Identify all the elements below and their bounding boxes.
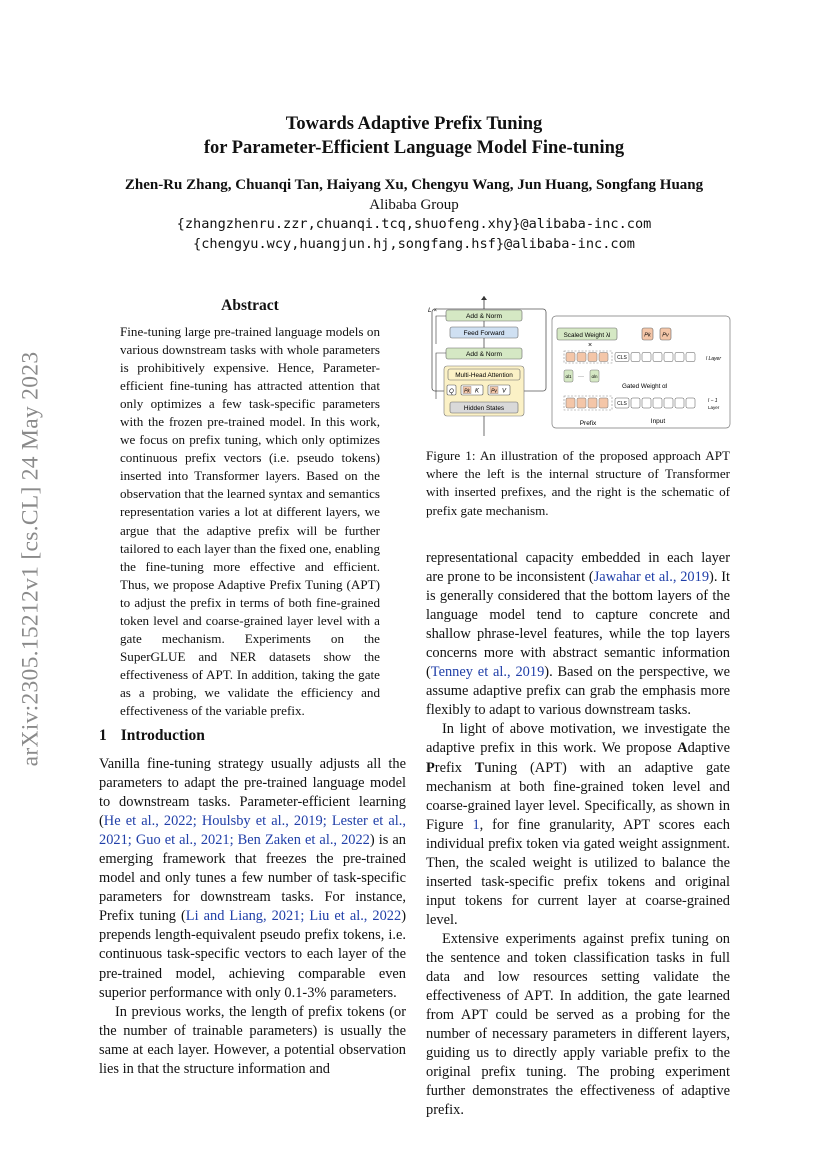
alpha-n-label: αln [591,374,598,379]
citation-link[interactable]: Jawahar et al., 2019 [593,569,710,586]
arxiv-stamp [6,268,56,850]
input-token [631,353,640,362]
text-run: ). It is generally considered that the bottom layers of the language model tend to capture concrete and shallow phrase-level features, while the top layers concerns more with abstract semantic information ( [426,569,731,681]
figure-1-caption: Figure 1: An illustration of the proposed approach APT where the left is the internal structure of Transformer with inserted prefixes, and the right is the schematic of prefix gate mechanism. [426,448,730,518]
input-token [686,353,695,362]
section-title: Introduction [120,727,205,744]
alpha-dots: ··· [578,374,584,380]
text-run: representational capacity embedded in each layer are prone to be inconsistent ( [426,550,730,586]
layer-word-label: Layer [708,405,720,410]
input-token [675,353,684,362]
text-run: ). Based on the perspective, we assume adaptive prefix can grab the emphasis more flexibly to adapt to various downstream tasks. [426,664,731,719]
prefix-axis-label: Prefix [579,420,597,427]
prefix-token [599,353,608,362]
intro-paragraph-5: Extensive experiments against prefix tuning on the sentence and token classification tasks in full data and low resources setting validate the effectiveness of APT. In addition, the gate learned from APT could be served as a probing for the number of necessary parameters in different layers, guiding us to directly apply variable prefix to the original prefix tuning. The probing experiment further demonstrates the effectiveness of adaptive prefix. [426,930,730,1119]
text-run: uning [484,759,518,776]
pk-right-label: Pk [644,332,651,339]
prefix-token [588,398,597,408]
intro-right-column [426,549,730,1120]
input-token [686,398,695,408]
layer-l-label: l Layer [706,356,722,362]
q-label: Q [449,389,454,395]
layer-l-row [564,351,721,363]
email-line-1: {zhangzhenru.zzr,chuanqi.tcq,shuofeng.xhy}@alibaba-inc.com [176,216,652,232]
text-run: daptive [687,740,730,757]
text-run: ) prepends length-equivalent pseudo prefix tokens, i.e. continuous task-specific vectors to each layer of the pre-trained model, achieving comparable even superior performance with only 0.1-3% parameters. [99,908,406,1001]
author-list: Zhen-Ru Zhang, Chuanqi Tan, Haiyang Xu, Chengyu Wang, Jun Huang, Songfang Huang [124,177,704,193]
cls-top-label: CLS [617,355,627,361]
pv-right-label: Pv [662,332,669,339]
k-label: K [474,388,480,395]
input-token [642,353,651,362]
input-token [653,353,662,362]
input-axis-label: Input [650,418,666,425]
hidden-states-label: Hidden States [463,405,505,412]
section-number: 1 [99,727,107,744]
acronym-letter: A [677,740,688,757]
add-norm-top-label: Add & Norm [466,313,502,320]
input-token [675,398,684,408]
scaled-weight-label: Scaled Weight λl [563,332,611,339]
prefix-token [566,353,575,362]
prefix-token [566,398,575,408]
intro-paragraph-3 [426,549,730,720]
intro-left-column [99,755,406,1079]
prefix-token [577,398,586,408]
gated-weight-label: Gated Weight αl [622,383,668,390]
email-line-2: {chengyu.wcy,huangjun.hj,songfang.hsf}@alibaba-inc.com [193,236,635,252]
text-run: refix [434,759,475,776]
text-run: (APT) with an adaptive gate mechanism at both fine-grained token level and coarse-grained layer level. Specifically, as shown in Figure [426,759,730,833]
input-token [642,398,651,408]
text-run: ) is an emerging framework that freezes the pre-trained model and only tunes a few number of task-specific parameters for downstream tasks. For instance, Prefix tuning ( [99,832,406,925]
arxiv-stamp-text: arXiv:2305.15212v1 [cs.CL] 24 May 2023 [17,351,44,767]
add-norm-mid-label: Add & Norm [466,351,502,358]
pv-label: Pv [491,388,497,395]
input-token [631,398,640,408]
citation-link[interactable]: Tenney et al., 2019 [430,664,545,681]
text-run: Vanilla fine-tuning strategy usually adjusts all the parameters to adapt the pre-trained language model to downstream tasks. Parameter-efficient learning ( [99,756,406,830]
alpha-1-label: αl1 [565,374,572,379]
residual-path [436,316,446,344]
citation-link[interactable]: He et al., 2022; Houlsby et al., 2019; Lester et al., 2021; Guo et al., 2021; Ben Zaken et al., 2022 [99,813,406,849]
title-line-2: for Parameter-Efficient Language Model Fine-tuning [203,138,625,158]
affiliation: Alibaba Group [369,197,459,213]
intro-paragraph-2: In previous works, the length of prefix tokens (or the number of trainable parameters) is usually the same at each layer. However, a potential observation lies in that the structure information and [99,1003,406,1077]
mha-label: Multi-Head Attention [455,372,513,379]
acronym-letter: P [426,759,435,776]
layer-l-minus-1-row [564,396,720,410]
acronym-letter: T [474,759,485,776]
input-token [664,353,673,362]
cls-bottom-label: CLS [617,401,627,407]
citation-link[interactable]: Li and Liang, 2021; Liu et al., 2022 [185,908,402,925]
multiply-symbol: × [587,342,593,349]
prefix-token [588,353,597,362]
text-run: In light of above motivation, we investigate the adaptive prefix in this work. We propose [426,721,730,757]
input-token [664,398,673,408]
intro-paragraph-4 [426,720,730,930]
abstract-heading: Abstract [221,297,279,314]
layer-l1-label: l − 1 [708,398,718,404]
title-line-1: Towards Adaptive Prefix Tuning [285,114,543,134]
figure-reference-link[interactable]: 1 [472,816,480,833]
paper-title [0,112,828,160]
abstract-body: Fine-tuning large pre-trained language models on various downstream tasks with whole parameters is prohibitively expensive. Hence, Parameter-efficient fine-tuning has attracted attention that only optimizes a few task-specific parameters with the frozen pre-trained model. In this work, we focus on prefix tuning, which only optimizes continuous prefix vectors (i.e. pseudo tokens) inserted into Transformer layers. Based on the observation that the learned syntax and semantics representation varies a lot at different layers, we argue that the adaptive prefix will be further tailored to each layer than the fixed one, enabling the fine-tuning more effective and efficient. Thus, we propose Adaptive Prefix Tuning (APT) to adjust the prefix in terms of both fine-grained token level and coarse-grained layer level with a gate mechanism. Experiments on the SuperGLUE and NER datasets show the effectiveness of APT. In addition, taking the gate as a probing, we validate the efficiency and effectiveness of the variable prefix. [120,324,380,718]
prefix-token [577,353,586,362]
v-label: V [501,388,507,395]
apt-architecture-diagram [424,296,732,436]
text-run: , for fine granularity, APT scores each individual prefix token via gated weight assignment. Then, the scaled weight is utilized to balance the inserted task-specific prefix tokens and original input tokens for current layer at coarse-grained level. [426,816,730,928]
prefix-token [599,398,608,408]
section-heading-introduction [99,727,205,745]
figure-1 [424,296,732,436]
feed-forward-label: Feed Forward [463,330,505,337]
layer-count-label: L × [428,307,438,314]
input-token [653,398,662,408]
pk-label: Pk [464,388,470,395]
arrowhead [481,296,487,300]
intro-paragraph-1 [99,755,406,1003]
